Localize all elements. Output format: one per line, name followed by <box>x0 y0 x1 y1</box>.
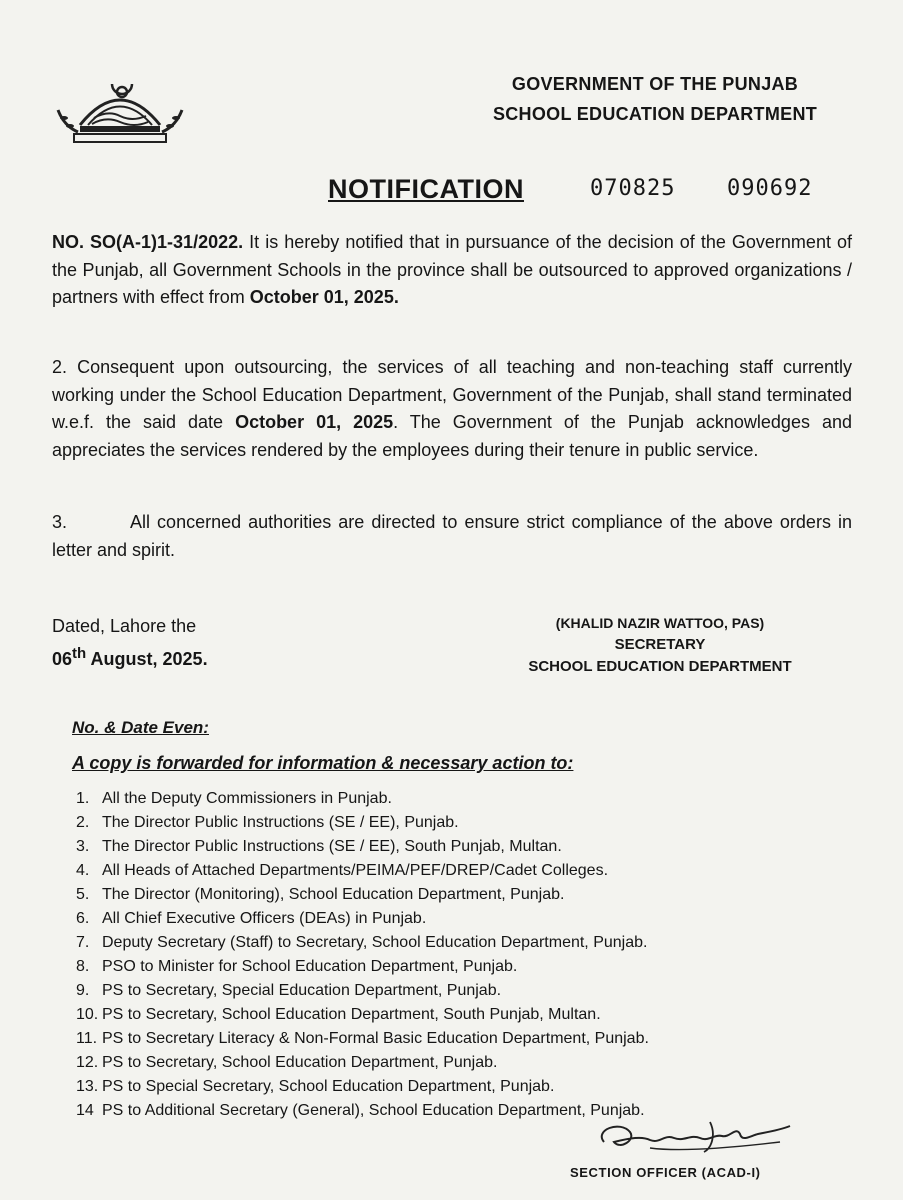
list-item: 6. All Chief Executive Officers (DEAs) in Punjab. <box>76 910 427 927</box>
notification-number: NO. SO(A-1)1-31/2022. <box>52 232 244 252</box>
list-item: 1. All the Deputy Commissioners in Punjab. <box>76 790 392 807</box>
list-item: 5. The Director (Monitoring), School Education Department, Punjab. <box>76 886 565 903</box>
header-department: SCHOOL EDUCATION DEPARTMENT <box>492 104 818 124</box>
copy-forwarded-heading: A copy is forwarded for information & necessary action to: <box>72 753 574 773</box>
reference-code-1: 070825 <box>590 176 676 201</box>
paragraph-2-text-end: . The Government of the Punjab acknowledges and appreciates the services rendered by the employees during their tenure in public service. <box>52 412 852 460</box>
paragraph-1 <box>52 229 852 312</box>
dated-place: Dated, Lahore the <box>52 616 197 636</box>
dated-month-year: August, 2025. <box>86 649 208 669</box>
dated-date <box>52 640 208 673</box>
secretary-name: (KHALID NAZIR WATTOO, PAS) <box>555 615 765 631</box>
list-item: 13. PS to Special Secretary, School Education Department, Punjab. <box>76 1078 555 1095</box>
paragraph-1-text: It is hereby notified that in pursuance of the decision of the Government of the Punjab, all Government Schools in the province shall be outsourced to approved organizations / partners with effect from <box>52 232 853 307</box>
header-government: GOVERNMENT OF THE PUNJAB <box>511 74 799 94</box>
paragraph-3-number: 3. <box>52 512 68 532</box>
notification-title: NOTIFICATION <box>328 174 524 204</box>
paragraph-2-text: 2. Consequent upon outsourcing, the services of all teaching and non-teaching staff currently working under the School Education Department, Government of the Punjab, shall stand terminated w.e.f. the said date <box>52 357 852 432</box>
list-item: 2. The Director Public Instructions (SE / EE), Punjab. <box>76 814 459 831</box>
secretary-title: SECRETARY <box>614 636 706 653</box>
list-item: 4. All Heads of Attached Departments/PEIMA/PEF/DREP/Cadet Colleges. <box>76 862 609 879</box>
distribution-list <box>76 787 649 1123</box>
dated-day: 06 <box>52 649 73 669</box>
paragraph-3-text: All concerned authorities are directed to ensure strict compliance of the above orders in letter and spirit. <box>52 512 852 560</box>
list-item: 11. PS to Secretary Literacy & Non-Formal Basic Education Department, Punjab. <box>76 1030 649 1047</box>
secretary-department: SCHOOL EDUCATION DEPARTMENT <box>528 658 792 675</box>
list-item: 12. PS to Secretary, School Education Department, Punjab. <box>76 1054 498 1071</box>
list-item: 10. PS to Secretary, School Education Department, South Punjab, Multan. <box>76 1006 601 1023</box>
reference-code-2: 090692 <box>727 176 813 201</box>
effective-date: October 01, 2025. <box>249 287 399 307</box>
list-item: 14 PS to Additional Secretary (General), School Education Department, Punjab. <box>76 1102 645 1119</box>
section-officer-title: SECTION OFFICER (ACAD-I) <box>570 1165 761 1180</box>
no-and-date-even: No. & Date Even: <box>72 718 209 737</box>
handwritten-signature <box>590 1112 800 1160</box>
punjab-government-logo <box>50 70 190 150</box>
list-item: 7. Deputy Secretary (Staff) to Secretary, School Education Department, Punjab. <box>76 934 648 951</box>
paragraph-3 <box>52 509 852 564</box>
list-item: 9. PS to Secretary, Special Education Department, Punjab. <box>76 982 502 999</box>
list-item: 3. The Director Public Instructions (SE / EE), South Punjab, Multan. <box>76 838 562 855</box>
dated-block <box>52 612 208 673</box>
secretary-signature-block <box>500 612 820 678</box>
list-item: 8. PSO to Minister for School Education Department, Punjab. <box>76 958 518 975</box>
paragraph-2 <box>52 354 852 464</box>
termination-date: October 01, 2025 <box>235 412 394 432</box>
dated-day-suffix: th <box>72 645 87 662</box>
